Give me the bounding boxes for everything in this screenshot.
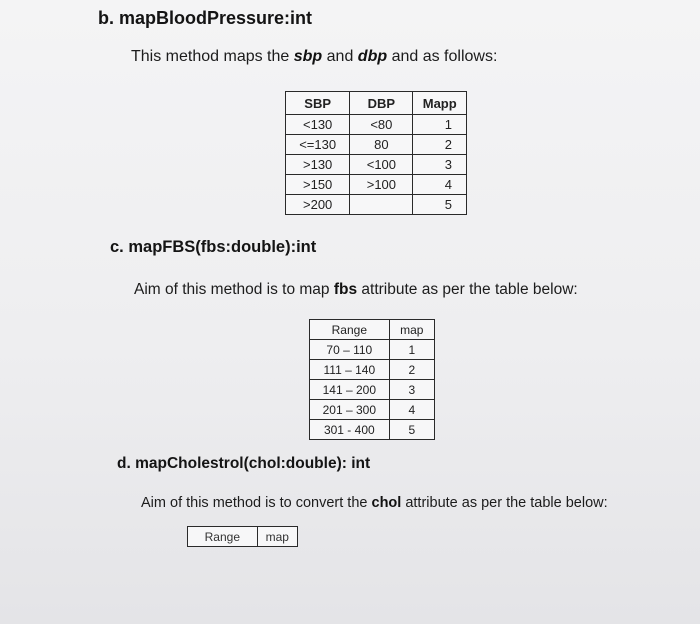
table-row [310,360,435,380]
table-cell: <100 [350,155,413,175]
section-c-intro [134,281,578,299]
section-d-intro-text: Aim of this method is to convert the [141,495,372,511]
table-cell: <=130 [286,135,350,155]
table-row [310,340,435,360]
table-cell: 141 – 200 [310,380,390,400]
section-c-intro-text-2: attribute as per the table below: [357,281,578,298]
table-cell: 201 – 300 [310,400,390,420]
table-cell: 111 – 140 [310,360,390,380]
section-b-intro-text-3: and as follows: [387,48,498,65]
table-cell: <130 [286,115,350,135]
table-cell: >200 [286,195,350,215]
table-cell: 5 [413,195,467,215]
section-b-intro-text-2: and [322,48,358,65]
sbp-term: sbp [293,48,323,65]
fbs-term: fbs [333,281,358,298]
table-row [286,175,467,195]
table-row [286,155,467,175]
table-cell: 1 [413,115,467,135]
table-header-row [310,320,435,340]
cholesterol-table [187,526,298,547]
table-cell: 70 – 110 [310,340,390,360]
section-b-intro-text: This method maps the [131,48,294,65]
table-cell: >130 [286,155,350,175]
section-c-heading: c. mapFBS(fbs:double):int [110,238,317,256]
header-map: map [389,320,434,340]
section-d-intro [141,495,608,511]
header-mapp: Mapp [413,92,467,115]
dbp-term: dbp [357,48,388,65]
table-cell: >100 [350,175,413,195]
table-cell: 2 [389,360,434,380]
fbs-table [309,319,435,440]
table-cell: 1 [389,340,434,360]
table-row [286,115,467,135]
table-cell [350,195,413,215]
blood-pressure-table [285,91,467,215]
table-cell: 5 [389,420,434,440]
header-range: Range [188,527,258,547]
table-cell: 4 [413,175,467,195]
table-row [310,420,435,440]
table-row [310,400,435,420]
table-cell: 3 [413,155,467,175]
header-sbp: SBP [286,92,350,115]
section-b-heading: b. mapBloodPressure:int [98,8,313,28]
section-c-intro-text: Aim of this method is to map [134,281,334,298]
table-cell: 301 - 400 [310,420,390,440]
table-cell: 3 [389,380,434,400]
table-cell: >150 [286,175,350,195]
header-dbp: DBP [350,92,413,115]
table-header-row [188,527,298,547]
table-header-row [286,92,467,115]
section-b-intro [131,48,497,66]
table-cell: 80 [350,135,413,155]
table-row [310,380,435,400]
table-row [286,195,467,215]
table-cell: 4 [389,400,434,420]
table-cell: 2 [413,135,467,155]
header-map: map [257,527,297,547]
section-d-intro-text-2: attribute as per the table below: [401,495,608,511]
table-cell: <80 [350,115,413,135]
section-d-heading: d. mapCholestrol(chol:double): int [117,455,371,472]
header-range: Range [310,320,390,340]
table-row [286,135,467,155]
chol-term: chol [371,495,402,511]
